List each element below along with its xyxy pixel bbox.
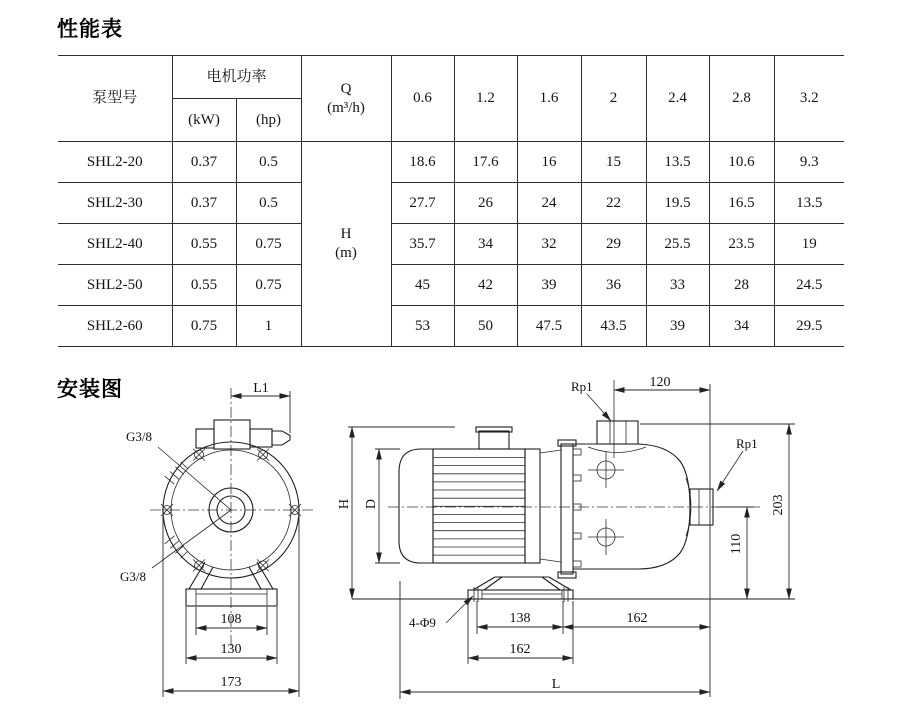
- installation-diagram-title: 安装图: [57, 378, 123, 401]
- d-label: D: [364, 498, 379, 510]
- head-value-cell: 29: [581, 224, 646, 265]
- head-value-cell: 45: [391, 265, 454, 306]
- head-value-cell: 13.5: [646, 142, 709, 183]
- hp-cell: 1: [236, 306, 301, 347]
- head-value-cell: 27.7: [391, 183, 454, 224]
- rp1-top-label: Rp1: [571, 379, 593, 394]
- model-cell: SHL2-20: [58, 142, 172, 183]
- model-cell: SHL2-40: [58, 224, 172, 265]
- head-value-cell: 39: [517, 265, 581, 306]
- head-value-cell: 53: [391, 306, 454, 347]
- model-header-cell: 泵型号: [58, 56, 172, 142]
- head-value-cell: 29.5: [774, 306, 844, 347]
- head-value-cell: 26: [454, 183, 517, 224]
- h-label: H: [337, 498, 352, 510]
- dim130-label: 130: [220, 642, 242, 657]
- l1-label: L1: [253, 381, 269, 396]
- g38-top-label: G3/8: [126, 429, 152, 444]
- head-value-cell: 34: [709, 306, 774, 347]
- l-label: L: [551, 677, 561, 692]
- kw-cell: 0.55: [172, 265, 236, 306]
- flow-value-header-cell: 1.2: [454, 56, 517, 142]
- front-view: [120, 381, 315, 697]
- motor-power-header-cell: 电机功率: [172, 56, 301, 99]
- flow-value-header-cell: 2.8: [709, 56, 774, 142]
- kw-cell: 0.55: [172, 224, 236, 265]
- head-value-cell: 33: [646, 265, 709, 306]
- head-value-cell: 9.3: [774, 142, 844, 183]
- top-port: [588, 421, 646, 453]
- flange-plate: [558, 440, 581, 578]
- head-value-cell: 13.5: [774, 183, 844, 224]
- head-value-cell: 32: [517, 224, 581, 265]
- head-value-cell: 36: [581, 265, 646, 306]
- rp1-top-leader: [587, 394, 611, 421]
- model-cell: SHL2-30: [58, 183, 172, 224]
- bolt: [193, 449, 205, 461]
- flow-value-header-cell: 2.4: [646, 56, 709, 142]
- head-value-cell: 17.6: [454, 142, 517, 183]
- dim173-label: 173: [220, 675, 242, 690]
- head-value-cell: 47.5: [517, 306, 581, 347]
- flange-bolt-nubs: [573, 449, 581, 567]
- hp-cell: 0.75: [236, 265, 301, 306]
- head-value-cell: 23.5: [709, 224, 774, 265]
- hp-cell: 0.5: [236, 142, 301, 183]
- flow-value-header-cell: 1.6: [517, 56, 581, 142]
- head-value-cell: 15: [581, 142, 646, 183]
- head-value-cell: 19: [774, 224, 844, 265]
- g38-port-hatch-top: [165, 462, 188, 484]
- terminal-box: [479, 431, 509, 449]
- model-cell: SHL2-60: [58, 306, 172, 347]
- holes-leader: [446, 596, 473, 623]
- hp-header-cell: (hp): [236, 99, 301, 142]
- head-value-cell: 22: [581, 183, 646, 224]
- bolt: [257, 449, 269, 461]
- flow-value-header-cell: 0.6: [391, 56, 454, 142]
- head-value-cell: 39: [646, 306, 709, 347]
- head-value-cell: 24: [517, 183, 581, 224]
- head-value-cell: 28: [709, 265, 774, 306]
- head-value-cell: 43.5: [581, 306, 646, 347]
- head-value-cell: 24.5: [774, 265, 844, 306]
- top-port-bracket: [196, 420, 290, 449]
- dim162-bottom-label: 162: [509, 642, 531, 657]
- g38-bottom-label: G3/8: [120, 569, 146, 584]
- dim203-label: 203: [771, 494, 786, 516]
- kw-header-cell: (kW): [172, 99, 236, 142]
- dim162-right-label: 162: [626, 611, 648, 626]
- kw-cell: 0.37: [172, 142, 236, 183]
- g38-port-hatch-bottom: [165, 536, 188, 558]
- plug-bottom: [588, 519, 624, 555]
- hp-cell: 0.5: [236, 183, 301, 224]
- head-value-cell: 16: [517, 142, 581, 183]
- side-view: [337, 375, 795, 699]
- head-value-cell: 42: [454, 265, 517, 306]
- rp1-side-leader: [717, 451, 743, 491]
- pump-casing: [573, 444, 713, 569]
- performance-table-title: 性能表: [57, 18, 123, 41]
- kw-cell: 0.37: [172, 183, 236, 224]
- holes-label: 4-Φ9: [409, 615, 436, 630]
- kw-cell: 0.75: [172, 306, 236, 347]
- head-value-cell: 35.7: [391, 224, 454, 265]
- head-unit-cell: H (m): [301, 142, 391, 347]
- dim110-label: 110: [729, 533, 744, 555]
- model-cell: SHL2-50: [58, 265, 172, 306]
- head-value-cell: 10.6: [709, 142, 774, 183]
- hp-cell: 0.75: [236, 224, 301, 265]
- pedestal: [186, 562, 277, 606]
- plug-top: [588, 452, 624, 488]
- flow-unit-header-cell: Q (m³/h): [301, 56, 391, 142]
- head-value-cell: 25.5: [646, 224, 709, 265]
- head-value-cell: 50: [454, 306, 517, 347]
- head-value-cell: 19.5: [646, 183, 709, 224]
- rp1-side-label: Rp1: [736, 436, 758, 451]
- head-value-cell: 34: [454, 224, 517, 265]
- motor: [399, 427, 561, 563]
- dim120-label: 120: [649, 375, 671, 390]
- dim108-label: 108: [220, 612, 242, 627]
- flow-value-header-cell: 3.2: [774, 56, 844, 142]
- flow-value-header-cell: 2: [581, 56, 646, 142]
- head-value-cell: 18.6: [391, 142, 454, 183]
- motor-fins: [433, 458, 525, 556]
- pump-pedestal: [468, 577, 573, 602]
- head-value-cell: 16.5: [709, 183, 774, 224]
- dim138-label: 138: [509, 611, 531, 626]
